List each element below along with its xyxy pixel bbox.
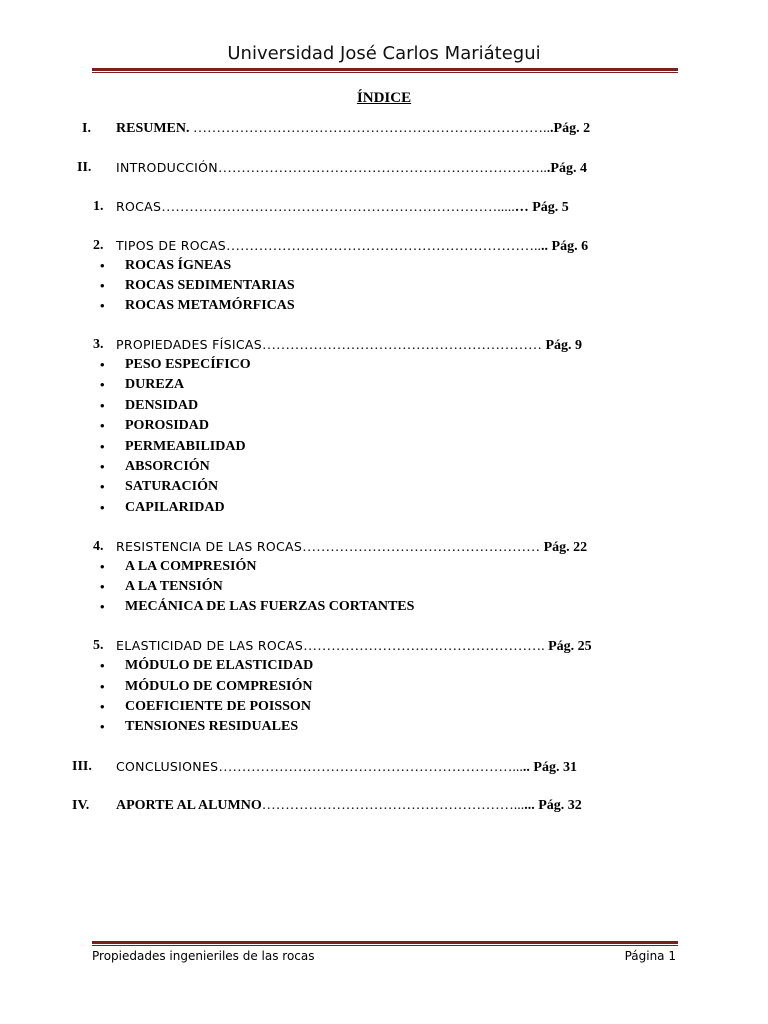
footer-document-title: Propiedades ingenieriles de las rocas [92, 949, 315, 963]
toc-leader: ………………………………………………... [261, 798, 525, 813]
bullet-icon: • [100, 599, 105, 614]
toc-leader: ………………………………………………………………..... [161, 200, 515, 215]
toc-leader: ………………………………………………………... [218, 760, 523, 775]
bullet-icon: • [100, 377, 105, 392]
toc-page: .Pág. 4 [546, 161, 587, 176]
footer-rule [92, 941, 678, 946]
bullet-icon: • [100, 699, 105, 714]
toc-page: ... Pág. 32 [524, 798, 582, 813]
toc-number: III. [72, 759, 92, 774]
bullet-icon: • [100, 278, 105, 293]
toc-number: 1. [93, 199, 104, 214]
toc-page: Pág. 22 [540, 540, 588, 555]
toc-page: Pág. 9 [541, 338, 583, 353]
toc-number: IV. [72, 798, 90, 813]
toc-page: .. Pág. 6 [541, 239, 589, 254]
toc-number: II. [77, 160, 92, 175]
toc-label: CONCLUSIONES [116, 759, 219, 774]
toc-label: TIPOS DE ROCAS [116, 238, 227, 253]
toc-page: .Pág. 2 [550, 121, 591, 136]
bullet-icon: • [100, 479, 105, 494]
bullet-icon: • [100, 500, 105, 515]
bullet-icon: • [100, 579, 105, 594]
toc-leader: ……………………………………………. [303, 639, 545, 654]
bullet-icon: • [100, 418, 105, 433]
bullet-icon: • [100, 298, 105, 313]
header-title: Universidad José Carlos Mariátegui [227, 43, 541, 64]
footer-page-number: Página 1 [624, 949, 676, 963]
toc-leader: …………………………………………………… [261, 338, 542, 353]
toc-number: 4. [93, 539, 104, 554]
index-title: ÍNDICE [356, 90, 412, 106]
toc-number: 2. [93, 238, 104, 253]
bullet-icon: • [100, 258, 105, 273]
toc-leader: …………………………………………………………….. [217, 161, 547, 176]
toc-page: .. Pág. 31 [522, 760, 577, 775]
toc-page: … Pág. 5 [514, 200, 569, 215]
bullet-icon: • [100, 679, 105, 694]
bullet-icon: • [100, 398, 105, 413]
bullet-icon: • [100, 459, 105, 474]
toc-label: APORTE AL ALUMNO [116, 798, 262, 813]
toc-number: 3. [93, 337, 104, 352]
bullet-icon: • [100, 357, 105, 372]
bullet-icon: • [100, 719, 105, 734]
toc-label: INTRODUCCIÓN [116, 160, 218, 175]
toc-label: ROCAS [116, 199, 162, 214]
toc-number: 5. [93, 638, 104, 653]
toc-number: I. [82, 121, 91, 136]
toc-leader: ………………………………………………………….. [226, 239, 542, 254]
toc-label: RESUMEN. [116, 121, 190, 136]
toc-page: Pág. 25 [544, 639, 592, 654]
toc-label: RESISTENCIA DE LAS ROCAS [116, 539, 303, 554]
toc-label: PROPIEDADES FÍSICAS [116, 337, 262, 352]
toc-leader: ………………………………………………………………….. [189, 121, 551, 136]
toc-leader: …………………………………………… [302, 540, 541, 555]
bullet-icon: • [100, 658, 105, 673]
bullet-icon: • [100, 439, 105, 454]
header-rule [92, 68, 678, 73]
bullet-icon: • [100, 559, 105, 574]
toc-label: ELASTICIDAD DE LAS ROCAS [116, 638, 304, 653]
